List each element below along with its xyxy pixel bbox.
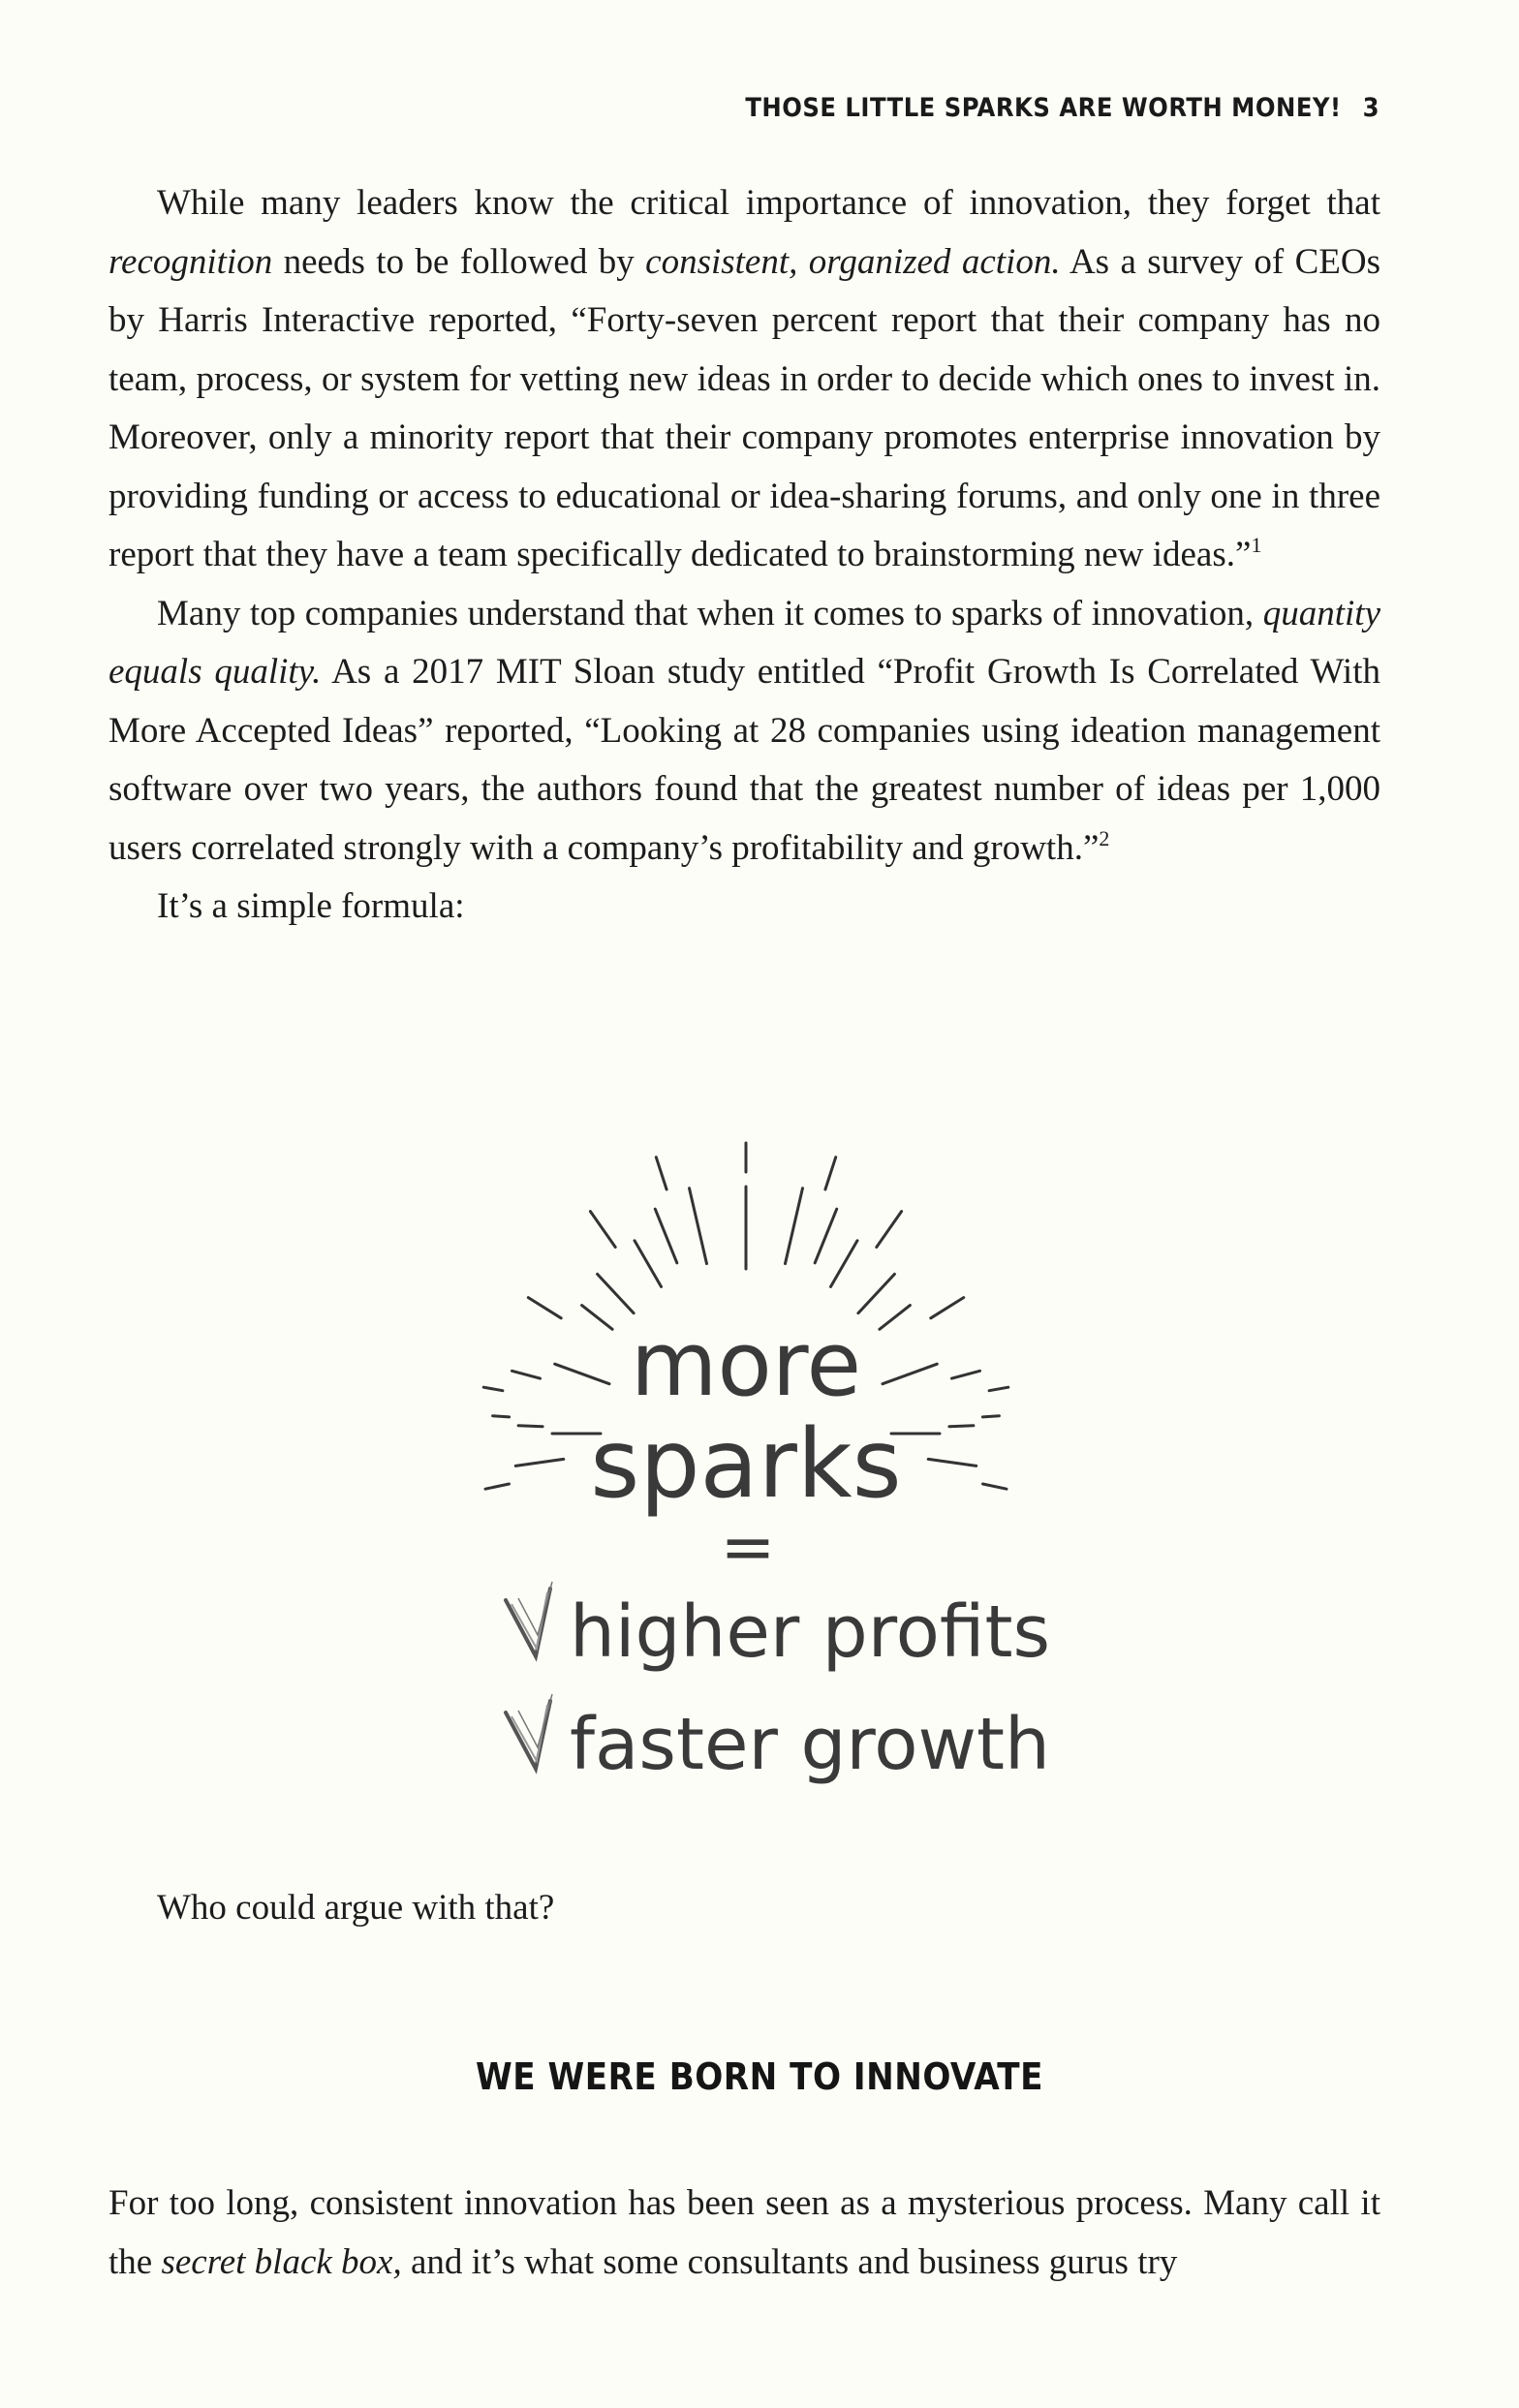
spark-ray [983,1484,1008,1489]
spark-ray [598,1274,635,1312]
formula-svg [407,1114,1085,1811]
check-mark-icon [506,1582,552,1656]
spark-ray [928,1459,976,1466]
spark-ray [825,1158,836,1189]
formula-line-sparks: sparks [590,1409,902,1520]
spark-ray [880,1306,911,1330]
check-mark-icon [506,1694,552,1769]
spark-ray [528,1298,561,1318]
body-text-bottom [108,2175,1380,2292]
spark-ray [786,1189,803,1264]
formula-line-more: more [630,1312,862,1416]
spark-ray [655,1209,677,1263]
spark-ray [989,1387,1008,1391]
section-heading: WE WERE BORN TO INNOVATE [476,2055,1043,2098]
spark-ray [931,1298,964,1318]
spark-ray [858,1274,895,1312]
spark-ray [512,1371,541,1378]
emphasis-secret-black-box: secret black box, [161,2241,402,2282]
spark-ray [515,1459,564,1466]
formula-illustration [407,1114,1085,1811]
emphasis-quantity-quality: quantity equals quality. [108,593,1380,692]
spark-ray [949,1426,974,1427]
paragraph-2: Many top companies understand that when it comes to sparks of innovation, quantity equals quality. As a 2017 MIT Sloan study entitled “Profit Growth Is Correlated With More Accepted Ideas” reported, “Looking at 28 companies using ideation management software over two years, the authors found that the greatest number of ideas per 1,000 users correlated strongly with a company’s profitability and growth.”$^2$ [108,593,1380,868]
spark-ray [877,1212,902,1248]
paragraph-5: For too long, consistent innovation has been seen as a mysterious process. Many call it the secret black box, and it’s what some consultants and business gurus try [108,2183,1380,2282]
footnote-marker-2: 2 [1099,825,1110,850]
formula-item-faster-growth: faster growth [570,1703,1050,1786]
page-number: 3 [1362,93,1380,123]
spark-ray [485,1484,510,1489]
footnote-marker-1: 1 [1251,533,1262,557]
paragraph-1: While many leaders know the critical importance of innovation, they forget that recognition needs to be followed by consistent, organized action. As a survey of CEOs by Harris Interactive reported, “Forty-seven percent report that their company has no team, process, or system for vetting new ideas in order to decide which ones to invest in. Moreover, only a minority report that their company promotes enterprise innovation by providing funding or access to educational or idea-sharing forums, and only one in three report that they have a team specifically dedicated to brainstorming new ideas.”$^1$ [108,183,1380,574]
formula-item-higher-profits: higher profits [570,1590,1051,1674]
spark-ray [952,1371,980,1378]
emphasis-consistent-action: consistent, organized action. [645,241,1061,282]
spark-ray [518,1426,542,1427]
paragraph-3: It’s a simple formula: [157,886,465,926]
body-text-middle [108,1879,1380,1938]
spark-ray [656,1158,666,1189]
spark-ray [483,1387,503,1391]
spark-ray [582,1306,613,1330]
emphasis-recognition: recognition [108,241,273,282]
spark-ray [555,1364,609,1384]
spark-ray [635,1241,662,1287]
spark-ray [982,1416,999,1417]
spark-ray [831,1241,858,1287]
formula-equals: = [720,1509,776,1586]
running-head [745,93,1380,123]
paragraph-4: Who could argue with that? [157,1888,555,1928]
spark-ray [493,1416,510,1417]
spark-ray [590,1212,615,1248]
running-title: THOSE LITTLE SPARKS ARE WORTH MONEY! [745,93,1342,123]
spark-ray [690,1189,707,1264]
body-text-top [108,174,1380,937]
spark-ray [815,1209,837,1263]
spark-ray [883,1364,937,1384]
